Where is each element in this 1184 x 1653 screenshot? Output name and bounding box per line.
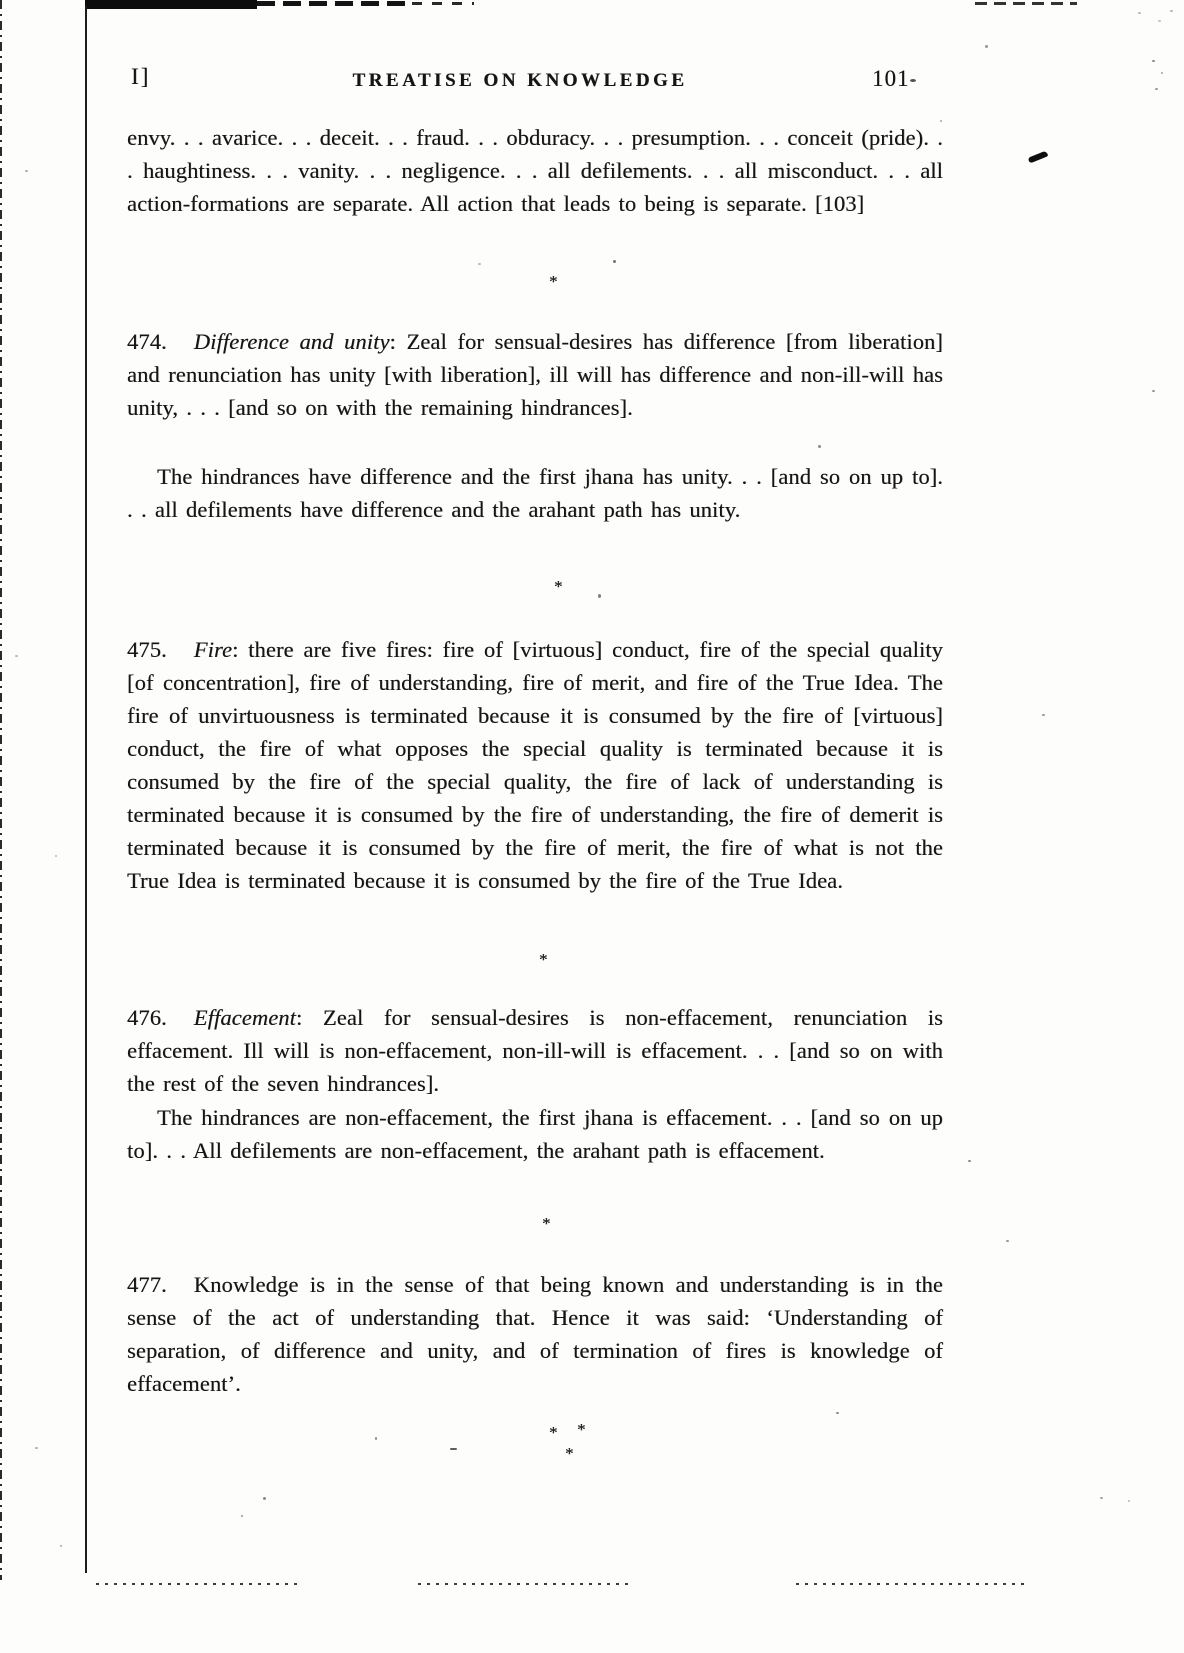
- scan-speck: [35, 1447, 38, 1449]
- bottom-dotted-rule: [418, 1583, 630, 1585]
- scan-speck: [1170, 10, 1173, 12]
- scan-speck: [15, 655, 18, 657]
- scan-speck: [1158, 20, 1161, 22]
- scan-speck: [1006, 1240, 1009, 1242]
- scan-speck: [1042, 714, 1045, 716]
- page-left-edge-line: [85, 6, 87, 1573]
- end-separator-asterisk: *: [549, 1423, 558, 1442]
- scan-speck: [985, 45, 988, 48]
- scan-speck: [818, 445, 821, 448]
- scan-speck: [263, 1497, 266, 1500]
- section-number: 474.: [127, 329, 167, 354]
- bottom-dotted-rule: [96, 1583, 301, 1585]
- scan-speck: [836, 1412, 839, 1414]
- scan-speck: [613, 260, 616, 263]
- section-474-paragraph-1: [127, 325, 943, 424]
- scan-speck: [598, 594, 601, 598]
- margin-reference: I]: [131, 64, 151, 89]
- running-head-title: TREATISE ON KNOWLEDGE: [352, 70, 688, 91]
- end-separator-asterisk: *: [565, 1444, 574, 1463]
- pen-mark-artifact: [1028, 150, 1049, 163]
- bottom-dotted-rule: [796, 1583, 1028, 1585]
- section-text: : Zeal for sensual-desires is non-effacement, renunciation is effacement. Ill will is non-effacement, non-ill-will is effacement. . . [and so on with the rest of the seven hindrances].: [127, 1005, 943, 1096]
- scan-speck: [1161, 72, 1163, 74]
- section-keyword: Fire: [193, 637, 233, 662]
- section-475-paragraph-1: [127, 633, 943, 897]
- scan-speck: [1100, 1497, 1103, 1499]
- scan-top-dashes-artifact: [412, 2, 474, 5]
- section-separator-asterisk: *: [554, 577, 563, 596]
- section-text: : Zeal for sensual-desires has difference [from liberation] and renunciation has unity [with liberation], ill will has difference and non-ill-will has unity, . . . [and so on with the remaining hindrances].: [127, 329, 943, 420]
- scan-speck: [450, 1448, 457, 1450]
- scan-speck: [375, 1437, 377, 1440]
- scan-speck: [1152, 390, 1155, 392]
- section-keyword: Effacement: [193, 1005, 296, 1030]
- paragraph-continuation: envy. . . avarice. . . deceit. . . fraud. . . obduracy. . . presumption. . . conceit (pride). . . haughtiness. . . vanity. . . negligence. . . all defilements. . . all misconduct. . . all action-formations are separate. All action that leads to being is separate. [103]: [127, 125, 943, 216]
- section-separator-asterisk: *: [539, 950, 548, 969]
- page-number: 101: [872, 66, 910, 91]
- scan-speck: [1138, 12, 1141, 14]
- scan-speck: [1128, 1500, 1130, 1502]
- section-text: Knowledge is in the sense of that being known and understanding is in the sense of the act of understanding that. Hence it was said: ‘Understanding of separation, of difference and unity, and of termination of fires is knowledge of effacement’.: [127, 1272, 943, 1396]
- scan-speck: [1152, 60, 1155, 62]
- end-separator-asterisk: *: [577, 1420, 586, 1439]
- section-separator-asterisk: *: [542, 1214, 551, 1233]
- section-separator-asterisk: *: [549, 272, 558, 291]
- scan-speck: [968, 1160, 971, 1162]
- section-476-paragraph-2: The hindrances are non-effacement, the first jhana is effacement. . . [and so on up to]. . . All defilements are non-effacement, the arahant path is effacement.: [127, 1105, 943, 1163]
- section-477-paragraph-1: [127, 1268, 943, 1400]
- section-keyword: Difference and unity: [193, 329, 390, 354]
- section-number: 477.: [127, 1272, 167, 1297]
- scan-speck: [60, 1545, 62, 1547]
- section-476-paragraph-1: [127, 1001, 943, 1100]
- scan-speck: [478, 263, 481, 265]
- page-right-edge-dashed-line: [0, 0, 2, 1580]
- section-text: : there are five fires: fire of [virtuous] conduct, fire of the special quality [of concentration], fire of understanding, fire of merit, and fire of the True Idea. The fire of unvirtuousness is terminated because it is consumed by the fire of [virtuous] conduct, the fire of what opposes the special quality is terminated because it is consumed by the fire of the special quality, the fire of lack of understanding is terminated because it is consumed by the fire of understanding, the fire of demerit is terminated because it is consumed by the fire of merit, the fire of what is not the True Idea is terminated because it is consumed by the fire of the True Idea.: [127, 637, 943, 893]
- scan-speck: [1155, 88, 1158, 90]
- section-474-paragraph-2: The hindrances have difference and the first jhana has unity. . . [and so on up to]. . . all defilements have difference and the arahant path has unity.: [127, 464, 943, 522]
- scan-speck: [241, 1515, 243, 1517]
- scan-speck: [25, 170, 28, 172]
- section-number: 475.: [127, 637, 167, 662]
- scan-top-bar-artifact: [85, 0, 257, 9]
- section-number: 476.: [127, 1005, 167, 1030]
- scan-top-dashes-artifact: [257, 1, 407, 6]
- scan-speck: [55, 855, 57, 857]
- scan-top-right-dashes: [975, 2, 1077, 5]
